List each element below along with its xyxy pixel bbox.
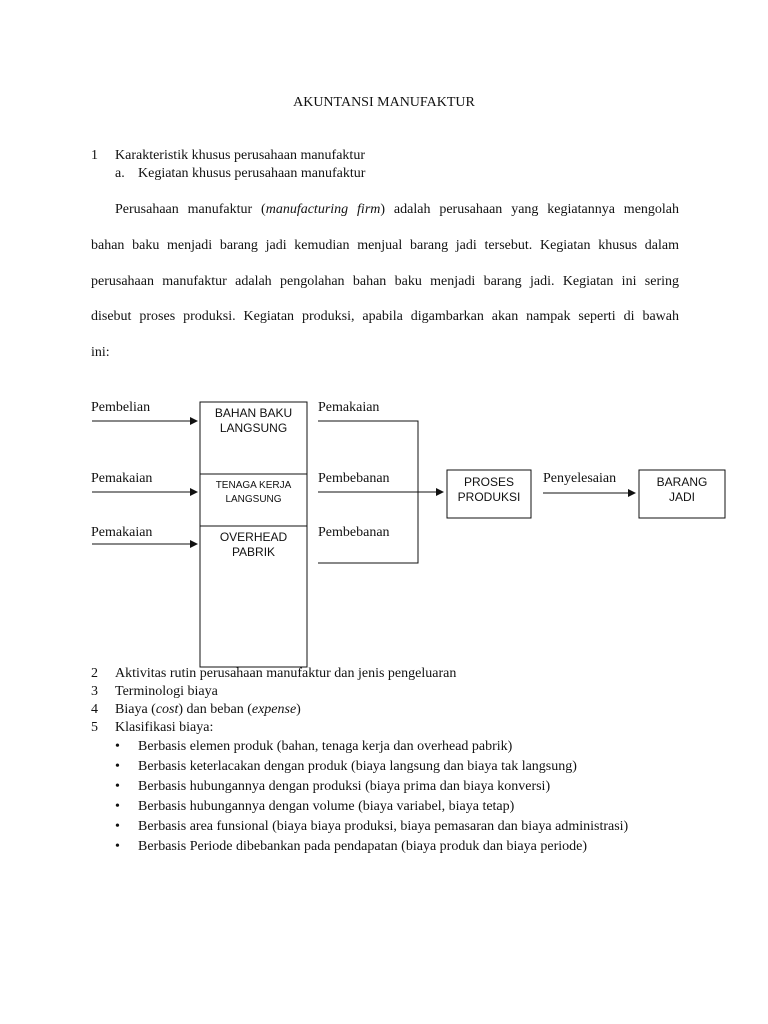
subsection-a-heading: Kegiatan khusus perusahaan manufaktur bbox=[138, 166, 366, 181]
bullet-item bbox=[115, 758, 715, 778]
bullet-icon: • bbox=[115, 759, 120, 774]
completion-label: Penyelesaian bbox=[543, 471, 617, 486]
italic-expense: expense bbox=[251, 702, 297, 717]
paragraph-line: ini: bbox=[91, 345, 110, 361]
list-number-5: 5 bbox=[91, 720, 98, 735]
bullet-text: Berbasis Periode dibebankan pada pendapatan (biaya produk dan biaya periode) bbox=[138, 839, 587, 854]
bullet-icon: • bbox=[115, 819, 120, 834]
section-1-heading: Karakteristik khusus perusahaan manufaktur bbox=[115, 148, 365, 163]
list-item-2: Aktivitas rutin perusahaan manufaktur dan jenis pengeluaran bbox=[115, 666, 457, 681]
section-1-number: 1 bbox=[91, 148, 98, 163]
box-tenaga-kerja-line2: LANGSUNG bbox=[225, 494, 282, 505]
paragraph-line: bahan baku menjadi barang jadi kemudian menjual barang jadi tersebut. Kegiatan khusus dalam bbox=[91, 237, 679, 253]
subsection-a-label: a. bbox=[115, 166, 125, 181]
bullet-text: Berbasis hubungannya dengan produksi (biaya prima dan biaya konversi) bbox=[138, 779, 551, 794]
box-overhead-line2: PABRIK bbox=[231, 545, 276, 559]
bullet-item bbox=[115, 738, 715, 758]
bullet-text: Berbasis hubungannya dengan volume (biaya variabel, biaya tetap) bbox=[138, 799, 515, 814]
classification-bullet-list bbox=[115, 738, 715, 858]
box-tenaga-kerja-line1: TENAGA KERJA bbox=[215, 480, 292, 491]
italic-term: manufacturing firm bbox=[265, 202, 381, 217]
list-item-3: Terminologi biaya bbox=[115, 684, 218, 699]
paragraph-line: disebut proses produksi. Kegiatan produksi, apabila digambarkan akan nampak seperti di bawah bbox=[91, 309, 679, 325]
bullet-item bbox=[115, 778, 715, 798]
bullet-text: Berbasis area funsional (biaya biaya produksi, biaya pemasaran dan biaya administrasi) bbox=[138, 819, 629, 834]
list-number-3: 3 bbox=[91, 684, 98, 699]
box-bahan-baku-line1: BAHAN BAKU bbox=[214, 406, 293, 420]
output-label-pembebanan-2: Pembebanan bbox=[318, 525, 390, 540]
process-box-line2: PRODUKSI bbox=[457, 490, 521, 504]
list-item-5: Klasifikasi biaya: bbox=[115, 720, 214, 735]
input-label-pembelian: Pembelian bbox=[91, 400, 151, 415]
list-number-2: 2 bbox=[91, 666, 98, 681]
box-bahan-baku-line2: LANGSUNG bbox=[219, 421, 288, 435]
process-box-line1: PROSES bbox=[463, 475, 515, 489]
paragraph-line: perusahaan manufaktur adalah pengolahan bahan baku menjadi barang jadi. Kegiatan ini sering bbox=[91, 273, 679, 289]
paragraph-line: Perusahaan manufaktur (manufacturing firm) adalah perusahaan yang kegiatannya mengolah bbox=[115, 202, 680, 217]
list-item-4: Biaya (cost) dan beban (expense) bbox=[115, 702, 301, 717]
bullet-text: Berbasis keterlacakan dengan produk (biaya langsung dan biaya tak langsung) bbox=[138, 759, 577, 774]
output-label-pembebanan-1: Pembebanan bbox=[318, 471, 390, 486]
box-overhead-line1: OVERHEAD bbox=[219, 530, 288, 544]
bullet-icon: • bbox=[115, 739, 120, 754]
bullet-icon: • bbox=[115, 839, 120, 854]
output-label-pemakaian: Pemakaian bbox=[318, 400, 380, 415]
input-label-pemakaian-1: Pemakaian bbox=[91, 471, 153, 486]
italic-cost: cost bbox=[155, 702, 179, 717]
input-label-pemakaian-2: Pemakaian bbox=[91, 525, 153, 540]
bullet-item bbox=[115, 818, 715, 838]
result-box-line2: JADI bbox=[668, 490, 696, 504]
bullet-icon: • bbox=[115, 779, 120, 794]
result-box-line1: BARANG bbox=[656, 475, 708, 489]
bullet-text: Berbasis elemen produk (bahan, tenaga kerja dan overhead pabrik) bbox=[138, 739, 513, 754]
bullet-item bbox=[115, 798, 715, 818]
list-number-4: 4 bbox=[91, 702, 98, 717]
bullet-icon: • bbox=[115, 799, 120, 814]
document-title: AKUNTANSI MANUFAKTUR bbox=[293, 95, 475, 110]
bullet-item bbox=[115, 838, 715, 858]
